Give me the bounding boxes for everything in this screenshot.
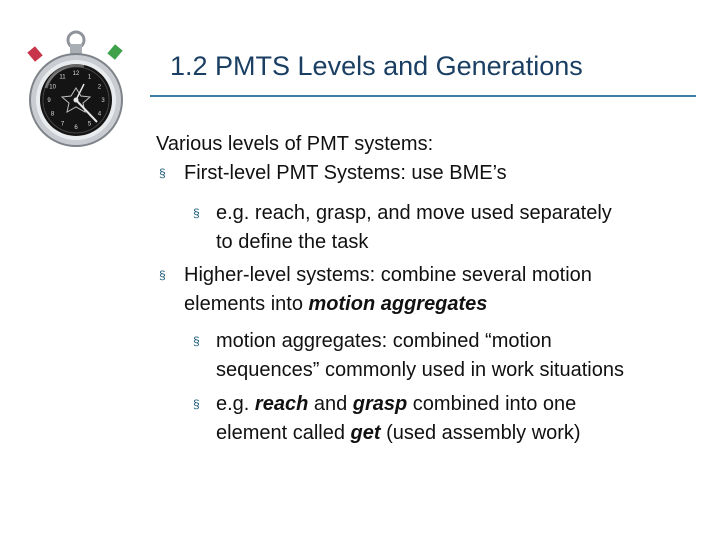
bullet-higher-level-cont: elements into motion aggregates (184, 293, 488, 315)
sub-bullet-text-cont: sequences” commonly used in work situations (216, 359, 624, 381)
bullet-marker: § (159, 166, 166, 180)
intro-text: Various levels of PMT systems: (156, 133, 434, 155)
dial-numeral: 2 (97, 84, 102, 91)
dial-numeral: 10 (49, 84, 56, 91)
dial-numeral: 4 (97, 111, 102, 118)
dial-numeral: 12 (72, 71, 80, 77)
emphasis-text: grasp (352, 393, 408, 415)
bullet-first-level: First-level PMT Systems: use BME’s (184, 162, 507, 184)
sub-bullet-text-cont: to define the task (216, 231, 369, 253)
dial-numeral: 8 (50, 111, 55, 118)
sub-bullet-text: e.g. reach and grasp combined into one (216, 393, 577, 415)
sub-bullet-text: e.g. reach, grasp, and move used separately (216, 202, 612, 224)
bullet-marker: § (159, 268, 166, 282)
sub-bullet-marker: § (193, 206, 200, 220)
sub-bullet-marker: § (193, 397, 200, 411)
emphasis-text: reach (254, 393, 309, 415)
slide-title: 1.2 PMTS Levels and Generations (170, 51, 583, 81)
bullet-higher-level: Higher-level systems: combine several motion (184, 264, 592, 286)
dial-numeral: 7 (60, 121, 65, 128)
dial-numeral: 1 (87, 74, 92, 81)
dial-numeral: 6 (74, 125, 78, 131)
sub-bullet-marker: § (193, 334, 200, 348)
emphasis-text: motion aggregates (308, 293, 488, 315)
emphasis-text: get (350, 422, 381, 444)
sub-bullet-text-cont: element called get (used assembly work) (216, 422, 581, 444)
dial-numeral: 9 (47, 98, 51, 104)
dial-numeral: 3 (101, 98, 105, 104)
dial-numeral: 11 (59, 74, 66, 81)
dial-numeral: 5 (87, 121, 92, 128)
sub-bullet-text: motion aggregates: combined “motion (216, 330, 552, 352)
